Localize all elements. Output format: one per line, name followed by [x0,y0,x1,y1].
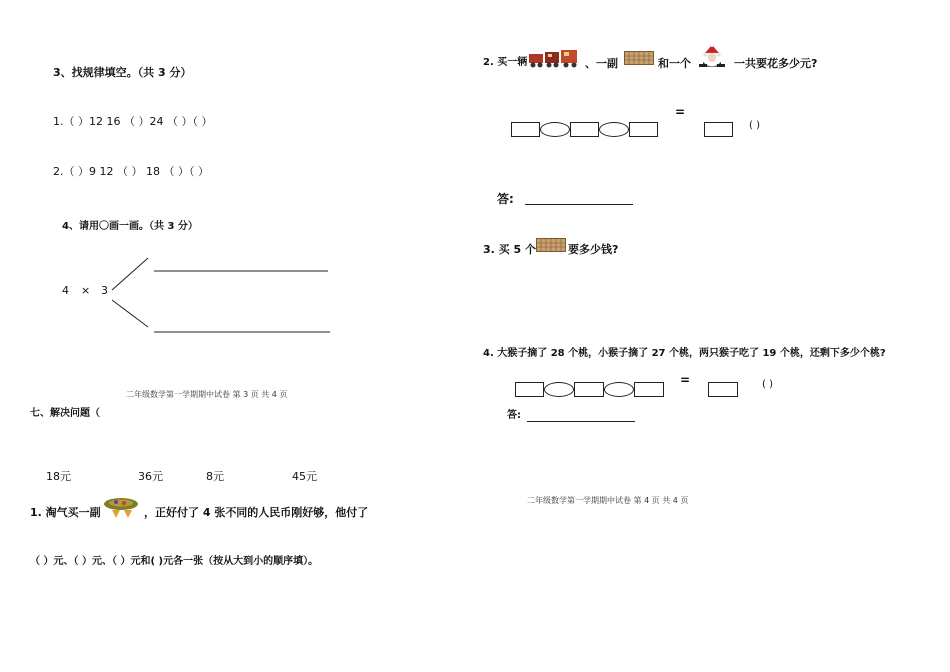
question-2-mid-1: 、一副 [585,57,618,70]
branch-line-upper [112,258,148,290]
question-4-text: 4. 大猴子摘了 28 个桃，小猴子摘了 27 个桃，两只猴子吃了 19 个桃，还剩下多少个桃? [483,348,886,359]
answer-box[interactable] [511,122,540,137]
operator-oval[interactable] [544,382,574,397]
expr-four: 4 [62,284,69,297]
section-7-title: 七、解决问题（ [30,408,100,419]
pattern-row-2: 2.（ ）9 12 （ ） 18 （ ）（ ） [53,165,209,178]
price-1: 18元 [46,470,71,483]
result-box[interactable] [704,122,733,137]
question-3-prefix: 3. 买 5 个 [483,243,536,256]
toy-train-icon [528,48,580,68]
question-2-suffix: 一共要花多少元? [734,57,818,70]
answer-label: 答: [497,192,514,206]
equals-sign: = [675,105,686,119]
section-4-title: 4、请用〇画一画。（共 3 分） [62,221,198,232]
page-footer-right: 二年级数学第一学期期中试卷 第 4 页 共 4 页 [527,496,689,505]
operator-oval[interactable] [540,122,570,137]
question-1-prefix: 1. 淘气买一副 [30,506,101,519]
unit-paren: ( ) [762,379,773,390]
answer-line [525,204,633,205]
price-2: 36元 [138,470,163,483]
equals-sign: = [680,373,691,387]
result-box[interactable] [708,382,738,397]
page-footer-left: 二年级数学第一学期期中试卷 第 3 页 共 4 页 [126,390,288,399]
pattern-row-1: 1.（ ）12 16 （ ）24 （ ）（ ） [53,115,213,128]
answer-box[interactable] [515,382,544,397]
skateboard-icon [102,496,140,520]
answer-box[interactable] [570,122,599,137]
expr-times: × [81,284,91,297]
chess-board-icon [536,238,566,252]
question-1-fill-line: （ ）元、（ ）元、（ ）元和( )元各一张（按从大到小的顺序填）。 [30,556,319,567]
price-3: 8元 [206,470,224,483]
chess-board-icon [624,51,654,65]
answer-box[interactable] [634,382,664,397]
santa-doll-icon [697,45,727,69]
price-4: 45元 [292,470,317,483]
unit-paren: ( ) [749,120,760,131]
question-3-suffix: 要多少钱? [568,243,619,256]
operator-oval[interactable] [599,122,629,137]
operator-oval[interactable] [604,382,634,397]
branch-diagram [108,255,338,335]
expr-three: 3 [101,284,108,297]
answer-label: 答: [507,410,521,421]
question-1-suffix: ，正好付了 4 张不同的人民币刚好够，他付了 [144,506,369,519]
answer-line [527,421,635,422]
question-2-prefix: 2. 买一辆 [483,57,528,68]
question-2-mid-2: 和一个 [658,57,691,70]
section-3-title: 3、找规律填空。（共 3 分） [53,66,192,79]
branch-line-lower [112,300,148,327]
answer-box[interactable] [629,122,658,137]
answer-box[interactable] [574,382,604,397]
